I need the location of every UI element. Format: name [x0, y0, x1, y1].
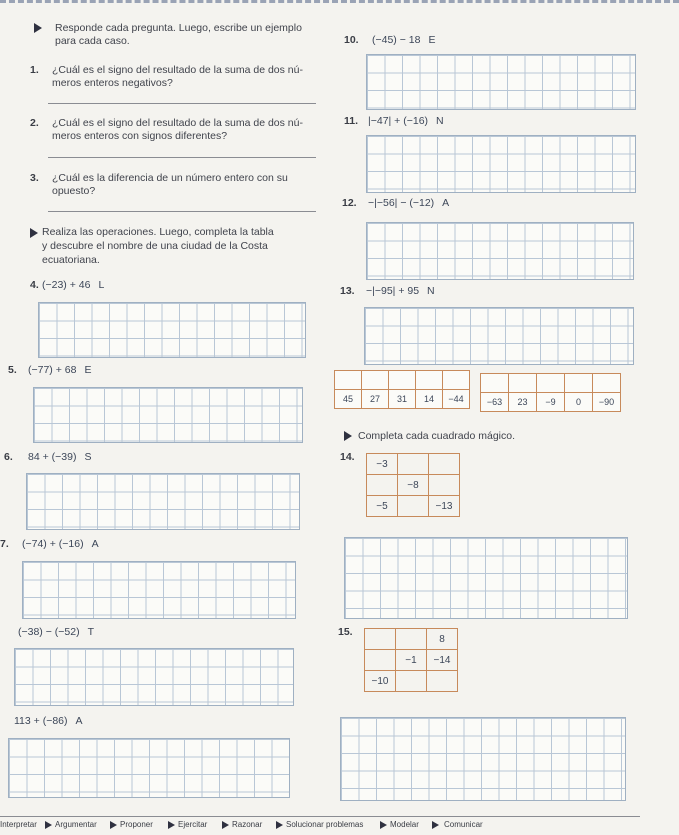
- exercise-4-grid[interactable]: [38, 302, 306, 358]
- footer-item: Interpretar: [0, 820, 37, 829]
- square-15-work-grid[interactable]: [340, 717, 626, 801]
- exercise-5-operation: (−77) + 68: [28, 364, 77, 376]
- exercise-11-grid[interactable]: [366, 135, 636, 193]
- exercise-12-grid[interactable]: [366, 222, 634, 280]
- exercise-8-grid[interactable]: [14, 648, 294, 706]
- footer-item: Proponer: [120, 820, 153, 829]
- footer-arrow-icon: [222, 821, 229, 829]
- exercise-8-expression: [18, 626, 94, 638]
- exercise-4-letter: L: [98, 279, 105, 291]
- question-1-line-1: ¿Cuál es el signo del resultado de la suma de dos nú-: [52, 64, 303, 76]
- table-row: [365, 650, 458, 671]
- answer-table-left: [334, 370, 470, 409]
- footer-arrow-icon: [45, 821, 52, 829]
- footer-arrow-icon: [110, 821, 117, 829]
- exercise-10-letter: E: [428, 34, 436, 46]
- square-cell[interactable]: −8: [398, 475, 429, 496]
- square-cell[interactable]: −3: [367, 454, 398, 475]
- square-cell[interactable]: −5: [367, 496, 398, 517]
- value-cell: 14: [416, 390, 443, 409]
- letter-cell[interactable]: [362, 371, 389, 390]
- instruction-arrow-icon: [30, 228, 38, 238]
- exercise-5-number: 5.: [8, 364, 17, 376]
- exercise-9-expression: [14, 715, 83, 727]
- exercise-4-number: 4.: [30, 279, 39, 291]
- square-cell[interactable]: [365, 629, 396, 650]
- exercise-7-number: 7.: [0, 538, 9, 550]
- question-1-number: 1.: [30, 64, 39, 76]
- question-2-line-2: meros enteros con signos diferentes?: [52, 130, 228, 142]
- square-cell[interactable]: [367, 475, 398, 496]
- magic-square-15: [364, 628, 458, 692]
- square-cell[interactable]: [429, 454, 460, 475]
- letter-cell[interactable]: [593, 374, 621, 393]
- exercise-7-letter: A: [91, 538, 99, 550]
- exercise-8-letter: T: [87, 626, 94, 638]
- footer-item: Razonar: [232, 820, 263, 829]
- footer-arrow-icon: [276, 821, 283, 829]
- value-cell: 23: [509, 393, 537, 412]
- value-cell: −9: [537, 393, 565, 412]
- table-row: [367, 496, 460, 517]
- footer-arrow-icon: [432, 821, 439, 829]
- value-cell: 0: [565, 393, 593, 412]
- table-row: [481, 393, 621, 412]
- footer-skills-bar: [0, 810, 679, 835]
- table-row: [335, 371, 470, 390]
- exercise-13-letter: N: [427, 285, 435, 297]
- letter-cell[interactable]: [389, 371, 416, 390]
- square-15-number: 15.: [338, 626, 353, 638]
- table-row: [367, 454, 460, 475]
- exercise-11-operation: |−47| + (−16): [368, 115, 429, 127]
- exercise-7-grid[interactable]: [22, 561, 296, 619]
- question-1-line-2: meros enteros negativos?: [52, 77, 173, 89]
- exercise-9-grid[interactable]: [8, 738, 290, 798]
- letter-cell[interactable]: [416, 371, 443, 390]
- value-cell: −90: [593, 393, 621, 412]
- exercise-7-operation: (−74) + (−16): [22, 538, 84, 550]
- answer-line-1[interactable]: [48, 103, 316, 104]
- letter-cell[interactable]: [481, 374, 509, 393]
- square-cell[interactable]: [398, 496, 429, 517]
- square-cell[interactable]: −14: [427, 650, 458, 671]
- value-cell: 45: [335, 390, 362, 409]
- footer-item: Argumentar: [55, 820, 97, 829]
- exercise-5-grid[interactable]: [33, 387, 303, 443]
- value-cell: −44: [443, 390, 470, 409]
- square-cell[interactable]: 8: [427, 629, 458, 650]
- square-cell[interactable]: [427, 671, 458, 692]
- exercise-11-expression: [368, 115, 444, 127]
- square-cell[interactable]: −13: [429, 496, 460, 517]
- exercise-9-operation: 113 + (−86): [14, 715, 68, 727]
- footer-rule: [0, 816, 640, 817]
- exercise-7-expression: [22, 538, 99, 550]
- table-row: [365, 629, 458, 650]
- value-cell: 31: [389, 390, 416, 409]
- exercise-11-letter: N: [436, 115, 444, 127]
- letter-cell[interactable]: [565, 374, 593, 393]
- square-cell[interactable]: [429, 475, 460, 496]
- exercise-6-grid[interactable]: [26, 473, 300, 530]
- value-cell: −63: [481, 393, 509, 412]
- table-row: [335, 390, 470, 409]
- question-3-line-2: opuesto?: [52, 185, 96, 197]
- instruction-2-line-2: y descubre el nombre de una ciudad de la Costa: [42, 240, 268, 252]
- letter-cell[interactable]: [537, 374, 565, 393]
- exercise-6-expression: [28, 451, 91, 463]
- instruction-3: Completa cada cuadrado mágico.: [358, 430, 516, 442]
- exercise-6-operation: 84 + (−39): [28, 451, 77, 463]
- instruction-1-line-2: para cada caso.: [55, 35, 130, 47]
- square-cell[interactable]: [398, 454, 429, 475]
- exercise-11-number: 11.: [344, 115, 359, 127]
- exercise-10-operation: (−45) − 18: [372, 34, 421, 46]
- magic-square-14: [366, 453, 460, 517]
- top-dashed-border: [0, 0, 679, 7]
- exercise-8-operation: (−38) − (−52): [18, 626, 80, 638]
- exercise-4-operation: (−23) + 46: [42, 279, 91, 291]
- answer-line-3[interactable]: [48, 211, 316, 212]
- table-row: [365, 671, 458, 692]
- exercise-9-letter: A: [75, 715, 83, 727]
- letter-cell[interactable]: [443, 371, 470, 390]
- footer-item: Ejercitar: [178, 820, 208, 829]
- square-cell[interactable]: [365, 650, 396, 671]
- question-2-number: 2.: [30, 117, 39, 129]
- footer-arrow-icon: [168, 821, 175, 829]
- exercise-6-number: 6.: [4, 451, 13, 463]
- square-cell[interactable]: [396, 629, 427, 650]
- exercise-5-expression: [28, 364, 91, 376]
- square-cell[interactable]: [396, 671, 427, 692]
- square-cell[interactable]: −1: [396, 650, 427, 671]
- exercise-12-letter: A: [442, 197, 450, 209]
- letter-cell[interactable]: [335, 371, 362, 390]
- exercise-12-operation: −|−56| − (−12): [368, 197, 435, 209]
- question-2-line-1: ¿Cuál es el signo del resultado de la suma de dos nú-: [52, 117, 303, 129]
- exercise-10-expression: [372, 34, 435, 46]
- instruction-arrow-icon: [34, 23, 42, 33]
- exercise-5-letter: E: [84, 364, 92, 376]
- exercise-13-expression: [366, 285, 435, 297]
- footer-item: Modelar: [390, 820, 419, 829]
- answer-line-2[interactable]: [48, 157, 316, 158]
- table-row: [481, 374, 621, 393]
- letter-cell[interactable]: [509, 374, 537, 393]
- table-row: [367, 475, 460, 496]
- exercise-6-letter: S: [84, 451, 92, 463]
- instruction-2-line-3: ecuatoriana.: [42, 254, 100, 266]
- square-14-number: 14.: [340, 451, 355, 463]
- footer-arrow-icon: [380, 821, 387, 829]
- square-cell[interactable]: −10: [365, 671, 396, 692]
- square-14-work-grid[interactable]: [344, 537, 628, 619]
- value-cell: 27: [362, 390, 389, 409]
- exercise-12-number: 12.: [342, 197, 357, 209]
- exercise-13-number: 13.: [340, 285, 355, 297]
- question-3-number: 3.: [30, 172, 39, 184]
- instruction-arrow-icon: [344, 431, 352, 441]
- footer-item: Solucionar problemas: [286, 820, 364, 829]
- instruction-1-line-1: Responde cada pregunta. Luego, escribe un ejemplo: [55, 22, 302, 34]
- question-3-line-1: ¿Cuál es la diferencia de un número entero con su: [52, 172, 288, 184]
- exercise-13-operation: −|−95| + 95: [366, 285, 420, 297]
- exercise-12-expression: [368, 197, 449, 209]
- exercise-10-number: 10.: [344, 34, 359, 46]
- exercise-10-grid[interactable]: [366, 54, 636, 110]
- exercise-4-expression: [42, 279, 104, 291]
- footer-item: Comunicar: [444, 820, 483, 829]
- answer-table-right: [480, 373, 621, 412]
- instruction-2-line-1: Realiza las operaciones. Luego, completa la tabla: [42, 226, 274, 238]
- exercise-13-grid[interactable]: [364, 307, 634, 365]
